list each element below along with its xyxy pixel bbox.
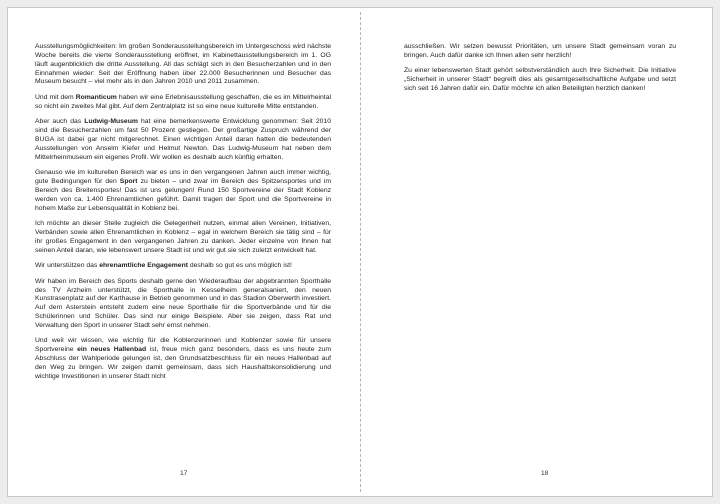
text-run: Aber auch das <box>35 118 85 126</box>
paragraph-q2 <box>404 67 676 94</box>
text-run: Und mit dem <box>35 93 76 101</box>
text-run: Und weil wir wissen, wie wichtig für die Koblenzerinnen und Koblenzer sowie für unsere Sportvereine <box>35 337 331 354</box>
left-page-number: 17 <box>180 470 188 477</box>
text-run: hat eine bemerkenswerte Entwicklung genommen: Seit 2010 sind die Besucherzahlen um fast 50 Prozent gestiegen. Der großartige Zuspruch während der BUGA ist dabei gar nicht mitgerechnet. Einen wichtigen Anteil daran hatten die bedeutenden Ausstellungen von Anselm Kiefer und Helmut Newton. Das Ludwig-Museum hat neben dem Mittelrheinmuseum ein eigenes Profil. Wir wollen es deshalb auch künftig erhalten. <box>35 118 331 161</box>
text-run: deshalb so gut es uns möglich ist! <box>187 262 292 270</box>
text-run: Ich möchte an dieser Stelle zugleich die Gelegenheit nutzen, einmal allen Vereinen, Initiativen, Verbänden sowie allen Ehrenamtlichen in Koblenz – egal in welchem Bereich sie tätig sind – für ihr großes Engagement in den vergangenen Jahren zu danken. Jeder einzelne von Ihnen hat seinen Anteil daran, wie lebenswert unsere Stadt ist und wir gut sie sich zuletzt entwickelt hat. <box>35 220 331 254</box>
text-run: ausschließen. Wir setzen bewusst Prioritäten, um unsere Stadt gemeinsam voran zu bringen. Auch dafür danke ich Ihnen allen sehr herzlich! <box>404 43 676 59</box>
paragraph-p2 <box>35 94 331 112</box>
paragraph-p7 <box>35 278 331 331</box>
paragraph-p4 <box>35 169 331 213</box>
text-run: haben wir eine Erlebnisausstellung geschaffen, die es im Mittelrheintal so nicht ein zweites Mal gibt. Auf dem Zentralplatz ist so eine neue kulturelle Mitte entstanden. <box>35 93 331 110</box>
right-page-number: 18 <box>541 470 549 477</box>
paragraph-p6 <box>35 262 331 271</box>
left-page-body <box>35 43 331 382</box>
paragraph-p8 <box>35 337 331 381</box>
left-page <box>8 8 360 496</box>
bold-term: ehrenamtliche Engagement <box>99 262 188 270</box>
bold-term: Sport <box>119 178 138 186</box>
text-run: Genauso wie im kulturellen Bereich war es uns in den vergangenen Jahren auch immer wichtig, gute Bedingungen für den <box>35 169 331 186</box>
text-run: Ausstellungsmöglichkeiten: Im großen Sonderausstellungsbereich im Untergeschoss wird nächste Woche bereits die vierte Sonderausstellung eröffnet, im Kabinettausstellungsbereich im 1. OG läuft augenblicklich die dritte Ausstellung. All das schlägt sich in den Besucherzahlen und in den Einnahmen wieder: Seit der Eröffnung haben über 22.000 Besucherinnen und Besucher das Museum besucht – viel mehr als in den Jahren 2010 und 2011 zusammen. <box>35 43 331 86</box>
right-page <box>361 8 713 496</box>
paragraph-p5 <box>35 220 331 255</box>
document-spread <box>7 7 713 497</box>
paragraph-q1 <box>404 43 676 61</box>
paragraph-p3 <box>35 118 331 162</box>
text-run: ist, freue mich ganz besonders, dass es uns heute zum Abschluss der Wahlperiode gelungen ist, den Grundsatzbeschluss für ein neues Hallenbad auf den Weg zu bringen. Wir zeigen damit gemeinsam, dass sich Haushaltskonsolidierung und wichtige Investitionen in unserer Stadt nicht <box>35 346 331 380</box>
text-run: Zu einer lebenswerten Stadt gehört selbstverständlich auch Ihre Sicherheit. Die Initiative „Sicherheit in unserer Stadt“ begreift dies als gesamtgesellschaftliche Aufgabe und setzt sich seit 16 Jahren dafür ein. Dafür möchte ich allen Beteiligten herzlich danken! <box>404 67 676 93</box>
text-run: zu bieten – und zwar im Bereich des Spitzensportes und im Bereich des Breitensportes! Das ist uns gelungen! Rund 150 Sportvereine der Stadt Koblenz werden von ca. 1.400 Ehrenamtlichen geführt. Damit tragen der Sport und die Sportvereine in hohem Maße zur Lebensqualität in Koblenz bei. <box>35 178 331 212</box>
text-run: Wir unterstützen das <box>35 262 100 270</box>
bold-term: Ludwig-Museum <box>84 118 138 126</box>
paragraph-p1 <box>35 43 331 87</box>
bold-term: ein neues Hallenbad <box>77 346 147 354</box>
text-run: Wir haben im Bereich des Sports deshalb gerne den Wiederaufbau der abgebrannten Sporthalle des TV Arzheim unterstützt, die Sporthalle in Kesselheim generalsaniert, den neuen Kunstrasenplatz auf der Karthause in Betrieb genommen und in das Stadion Oberwerth investiert. Auf dem Asterstein entsteht zudem eine neue Sporthalle für die Sportverbände und für die Schülerinnen und Schüler. Das sind nur einige Beispiele. Aber sie zeigen, dass Rat und Verwaltung den Sport in unserer Stadt sehr ernst nehmen. <box>35 277 331 329</box>
bold-term: Romanticum <box>75 93 117 101</box>
right-page-body <box>404 43 676 94</box>
